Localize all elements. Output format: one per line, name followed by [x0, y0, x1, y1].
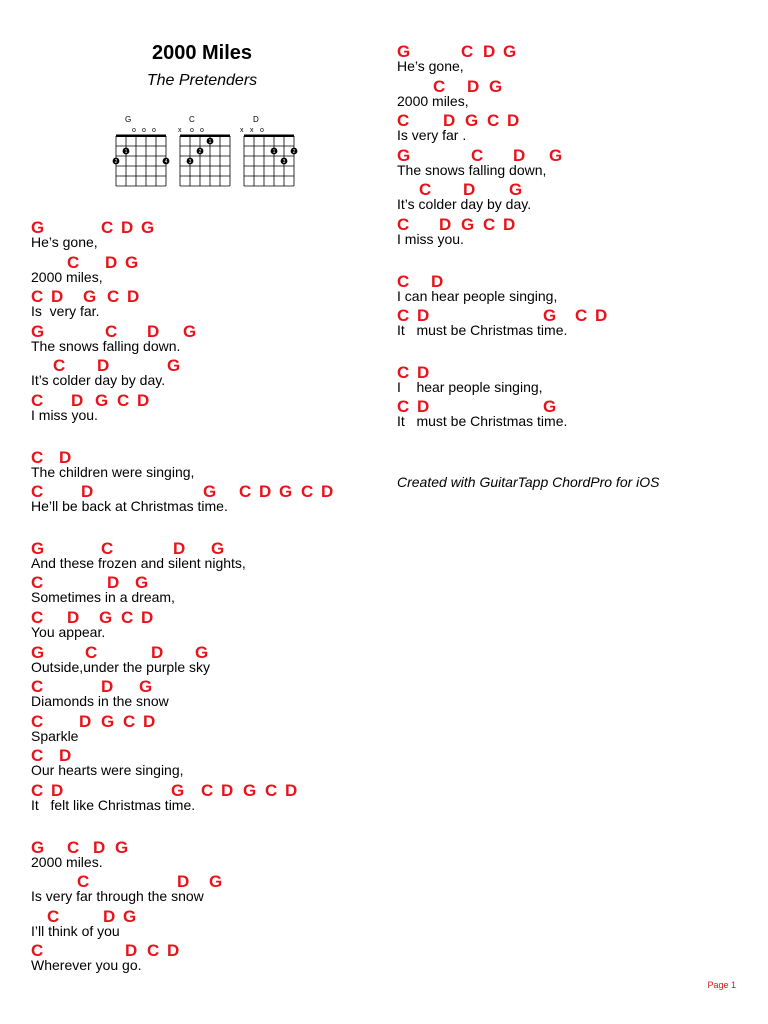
song-title: 2000 Miles	[151, 42, 253, 64]
string-marker: x	[240, 127, 244, 134]
chord-symbol: D	[93, 837, 106, 857]
chord-symbol: C	[117, 391, 130, 410]
chord-symbol: D	[125, 941, 138, 961]
chord-symbol: G	[503, 42, 517, 61]
chord-symbol: G	[135, 573, 149, 593]
chord-symbol: C	[31, 941, 44, 961]
chord-symbol: D	[173, 538, 186, 558]
chord-symbol: G	[99, 608, 113, 627]
chord-symbol: D	[467, 76, 480, 96]
chord-symbol: G	[509, 180, 523, 200]
chord-symbol: D	[67, 608, 80, 627]
chord-symbol: D	[483, 42, 496, 61]
lyric-line: 2000 miles.	[31, 853, 103, 870]
lyric-line: Is very far through the snow	[31, 888, 204, 905]
chord-symbol: C	[201, 781, 214, 800]
chord-symbol: G	[31, 837, 45, 857]
chord-symbol: C	[105, 321, 118, 341]
chord-symbol: C	[433, 76, 446, 96]
lyric-line: Outside,under the purple sky	[31, 658, 210, 675]
string-marker: x	[250, 127, 254, 134]
chord-symbol: D	[463, 180, 476, 200]
chord-symbol: C	[77, 872, 90, 892]
finger-number: 3	[282, 159, 286, 165]
chord-symbol: D	[105, 252, 118, 272]
lyric-line: Is very far.	[31, 303, 100, 320]
lyric-line: 2000 miles,	[397, 92, 469, 109]
chord-symbol: C	[31, 677, 44, 697]
chord-symbol: D	[431, 271, 444, 291]
chord-symbol: G	[31, 642, 45, 662]
chord-symbol: G	[95, 391, 109, 410]
chord-symbol: C	[31, 746, 44, 766]
chord-symbol: G	[203, 482, 217, 502]
lyric-line: Our hearts were singing,	[31, 762, 184, 779]
string-marker: o	[132, 127, 136, 134]
chord-symbol: D	[71, 391, 84, 410]
finger-number: 2	[114, 159, 118, 165]
chord-symbol: D	[143, 711, 156, 731]
lyric-line: I’ll think of you	[31, 922, 120, 939]
lyric-line: I can hear people singing,	[397, 287, 558, 304]
chord-symbol: G	[195, 642, 209, 662]
chord-symbol: G	[549, 145, 563, 165]
lyric-line: The snows falling down,	[397, 161, 547, 178]
lyric-line: The snows falling down.	[31, 337, 181, 354]
lyric-line: It’s colder day by day.	[31, 372, 166, 389]
chord-symbol: C	[483, 215, 496, 234]
chord-symbol: D	[97, 356, 110, 376]
chord-symbol: D	[127, 287, 140, 307]
chord-symbol: G	[171, 781, 185, 800]
lyric-line: He’ll be back at Christmas time.	[31, 498, 228, 515]
chord-symbol: G	[489, 76, 503, 96]
string-marker: o	[190, 127, 194, 134]
chord-symbol: C	[397, 215, 410, 234]
chord-symbol: D	[443, 111, 456, 131]
chord-symbol: D	[503, 215, 516, 234]
chord-symbol: G	[115, 837, 129, 857]
chord-symbol: G	[31, 321, 45, 341]
lyric-line: It must be Christmas time.	[397, 413, 568, 430]
chord-symbol: C	[397, 271, 410, 291]
chord-symbol: D	[101, 677, 114, 697]
finger-number: 3	[188, 159, 192, 165]
created-with-note: Created with GuitarTapp ChordPro for iOS	[397, 474, 660, 490]
chord-symbol: D	[439, 215, 452, 234]
chord-symbol: G	[209, 872, 223, 892]
chord-symbol: D	[51, 287, 64, 307]
chord-symbol: C	[239, 482, 252, 502]
chord-symbol: D	[417, 362, 430, 382]
chord-symbol: G	[141, 218, 155, 237]
chord-symbol: G	[461, 215, 475, 234]
chord-symbol: C	[101, 538, 114, 558]
chord-symbol: D	[59, 447, 72, 467]
chord-symbol: C	[461, 42, 474, 61]
string-marker: x	[178, 127, 182, 134]
lyric-line: He’s gone,	[31, 234, 98, 250]
chord-symbol: G	[125, 252, 139, 272]
lyric-line: Sparkle	[31, 727, 79, 744]
chord-symbol: C	[397, 111, 410, 131]
chord-symbol: D	[177, 872, 190, 892]
chord-symbol: D	[595, 306, 608, 326]
chord-diagram-name: G	[125, 115, 132, 124]
string-marker: o	[152, 127, 156, 134]
chord-symbol: G	[543, 397, 557, 417]
chord-symbol: C	[31, 287, 44, 307]
string-marker: o	[260, 127, 264, 134]
finger-number: 4	[164, 159, 168, 165]
lyric-line: I hear people singing,	[397, 378, 543, 395]
lyric-line: He’s gone,	[397, 58, 464, 74]
chord-symbol: G	[31, 538, 45, 558]
lyric-line: It’s colder day by day.	[397, 196, 532, 213]
lyric-line: 2000 miles,	[31, 268, 103, 285]
chord-symbol: D	[259, 482, 272, 502]
chord-symbol: C	[67, 837, 80, 857]
lyric-line: I miss you.	[31, 407, 98, 423]
chord-symbol: G	[279, 482, 293, 502]
chord-symbol: C	[419, 180, 432, 200]
chord-symbol: C	[31, 608, 44, 627]
finger-number: 2	[198, 149, 202, 155]
chord-symbol: D	[513, 145, 526, 165]
chord-symbol: C	[101, 218, 114, 237]
chord-symbol: D	[417, 397, 430, 417]
chord-symbol: G	[397, 42, 411, 61]
chord-symbol: G	[31, 218, 45, 237]
chord-symbol: G	[139, 677, 153, 697]
finger-number: 1	[272, 149, 276, 155]
chord-symbol: C	[31, 781, 44, 800]
string-marker: o	[142, 127, 146, 134]
chord-symbol: D	[221, 781, 234, 800]
chord-symbol: C	[147, 941, 160, 961]
chord-symbol: C	[487, 111, 500, 131]
chord-symbol: G	[183, 321, 197, 341]
chord-symbol: C	[53, 356, 66, 376]
chord-symbol: C	[397, 362, 410, 382]
page-number: Page 1	[707, 980, 736, 990]
string-marker: o	[200, 127, 204, 134]
chord-symbol: C	[265, 781, 278, 800]
chord-symbol: C	[85, 642, 98, 662]
chord-symbol: D	[107, 573, 120, 593]
lyric-line: Diamonds in the snow	[31, 693, 169, 710]
chord-symbol: D	[79, 711, 92, 731]
chord-symbol: C	[397, 306, 410, 326]
lyric-line: You appear.	[31, 624, 106, 640]
chord-symbol: D	[151, 642, 164, 662]
chord-symbol: D	[507, 111, 520, 131]
chord-symbol: C	[107, 287, 120, 307]
chord-symbol: C	[471, 145, 484, 165]
chord-symbol: D	[59, 746, 72, 766]
finger-number: 1	[124, 149, 128, 155]
song-artist: The Pretenders	[146, 72, 258, 89]
chord-symbol: C	[123, 711, 136, 731]
chord-symbol: G	[543, 306, 557, 326]
chord-symbol: C	[31, 482, 44, 502]
chord-symbol: C	[301, 482, 314, 502]
chord-symbol: C	[31, 711, 44, 731]
chord-symbol: C	[397, 397, 410, 417]
chord-symbol: G	[397, 145, 411, 165]
chord-symbol: D	[141, 608, 154, 627]
lyric-line: Wherever you go.	[31, 957, 142, 974]
chord-symbol: G	[101, 711, 115, 731]
chord-symbol: C	[31, 447, 44, 467]
chord-symbol: D	[147, 321, 160, 341]
chord-symbol: G	[83, 287, 97, 307]
chord-symbol: G	[211, 538, 225, 558]
finger-number: 1	[208, 139, 212, 145]
chord-symbol: C	[47, 906, 60, 926]
chord-symbol: C	[575, 306, 588, 326]
chord-symbol: D	[103, 906, 116, 926]
chord-symbol: C	[121, 608, 134, 627]
chord-symbol: G	[167, 356, 181, 376]
lyric-line: Is very far .	[397, 127, 467, 144]
lyric-line: The children were singing,	[31, 463, 195, 480]
lyric-line: It felt like Christmas time.	[31, 797, 196, 813]
chord-symbol: D	[81, 482, 94, 502]
chord-symbol: D	[285, 781, 298, 800]
chord-diagram-name: D	[253, 115, 259, 124]
chord-symbol: G	[123, 906, 137, 926]
chord-symbol: C	[67, 252, 80, 272]
chord-symbol: C	[31, 573, 44, 593]
chord-symbol: D	[121, 218, 134, 237]
lyric-line: It must be Christmas time.	[397, 322, 568, 339]
chord-symbol: D	[417, 306, 430, 326]
lyric-line: Sometimes in a dream,	[31, 589, 175, 606]
finger-number: 2	[292, 149, 296, 155]
chord-symbol: G	[243, 781, 257, 800]
chord-symbol: C	[31, 391, 44, 410]
chord-symbol: G	[465, 111, 479, 131]
lyric-line: I miss you.	[397, 231, 464, 247]
chord-symbol: D	[167, 941, 180, 961]
chord-diagram-name: C	[189, 115, 195, 124]
chord-symbol: D	[51, 781, 64, 800]
lyric-line: And these frozen and silent nights,	[31, 554, 246, 571]
chord-symbol: D	[137, 391, 150, 410]
chord-symbol: D	[321, 482, 334, 502]
